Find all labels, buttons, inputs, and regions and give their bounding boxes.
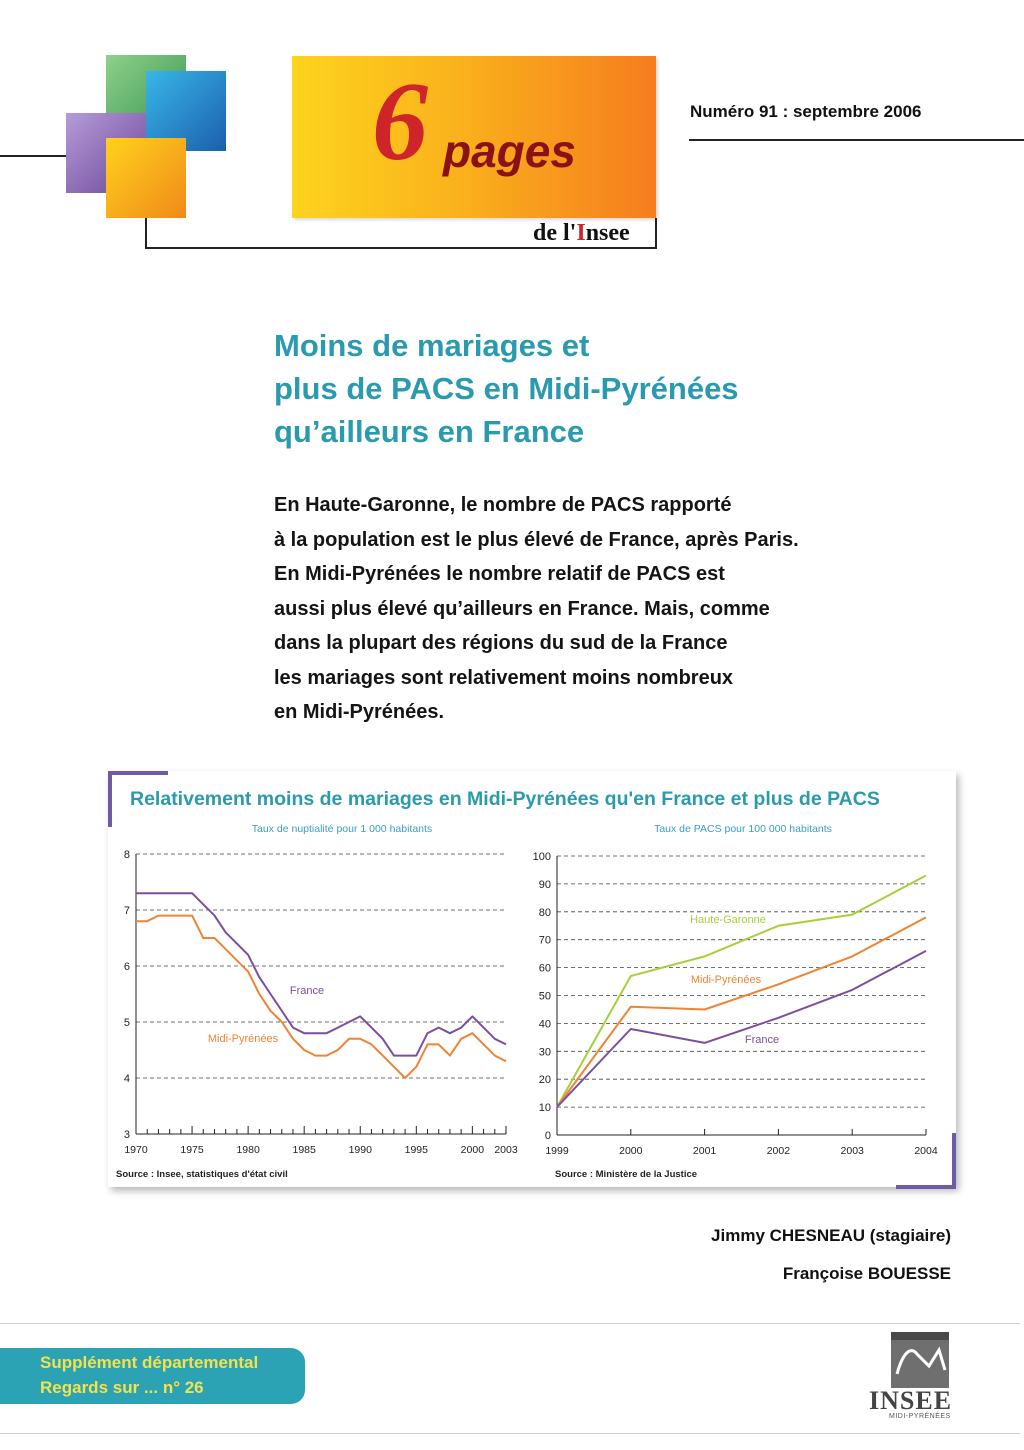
x-tick-label: 2000 <box>619 1145 643 1157</box>
issue-number: Numéro 91 : septembre 2006 <box>690 102 922 121</box>
y-tick-label: 8 <box>123 849 130 861</box>
insee-logo-sub: MIDI-PYRÉNÉES <box>889 1413 951 1420</box>
badge-line-1: Supplément départemental <box>40 1353 259 1372</box>
x-tick-label: 1985 <box>292 1144 316 1156</box>
chart-subtitle: Taux de PACS pour 100 000 habitants <box>654 823 832 835</box>
author-1: Jimmy CHESNEAU (stagiaire) <box>711 1226 951 1245</box>
insee-logo-icon <box>889 1330 951 1392</box>
series-line-france <box>136 893 506 1055</box>
y-tick-label: 0 <box>544 1130 551 1142</box>
y-tick-label: 5 <box>123 1017 130 1029</box>
y-tick-label: 6 <box>123 961 130 973</box>
x-tick-label: 1999 <box>545 1145 569 1157</box>
insee-logo-text: INSEE <box>869 1386 953 1415</box>
lead-line: les mariages sont relativement moins nombreux <box>274 666 734 689</box>
author-2: Françoise BOUESSE <box>782 1264 951 1283</box>
title-line: Moins de mariages et <box>274 328 590 363</box>
y-tick-label: 100 <box>532 851 551 863</box>
logo-word: pages <box>443 125 576 177</box>
x-tick-label: 2001 <box>692 1145 717 1157</box>
y-tick-label: 30 <box>538 1046 551 1059</box>
chart-source: Source : Insee, statistiques d'état civil <box>116 1169 288 1180</box>
chart-subtitle: Taux de nuptialité pour 1 000 habitants <box>251 823 433 835</box>
y-tick-label: 70 <box>538 934 551 947</box>
series-line-midi-pyr-n-es <box>557 917 926 1107</box>
badge-line-2: Regards sur ... n° 26 <box>40 1378 204 1397</box>
footer-rule <box>0 1323 1020 1324</box>
footer-rule-bottom <box>0 1433 1020 1434</box>
title-line: plus de PACS en Midi-Pyrénées <box>274 371 739 406</box>
y-tick-label: 10 <box>538 1102 551 1115</box>
title-line: qu’ailleurs en France <box>274 414 585 449</box>
x-tick-label: 1975 <box>180 1144 204 1156</box>
lead-line: à la population est le plus élevé de France, après Paris. <box>274 528 799 551</box>
y-tick-label: 7 <box>123 905 130 917</box>
series-label: France <box>289 985 325 997</box>
logo-number: 6 <box>372 60 424 184</box>
series-label: Midi-Pyrénées <box>207 1033 279 1045</box>
series-label: Haute-Garonne <box>690 914 766 926</box>
lead-line: En Haute-Garonne, le nombre de PACS rapporté <box>274 494 732 516</box>
y-tick-label: 20 <box>538 1074 551 1087</box>
y-tick-label: 80 <box>538 906 551 919</box>
lead-line: En Midi-Pyrénées le nombre relatif de PACS est <box>274 563 725 585</box>
x-tick-label: 1980 <box>236 1144 260 1156</box>
y-tick-label: 90 <box>538 878 551 891</box>
y-tick-label: 60 <box>538 962 551 975</box>
x-tick-label: 2003 <box>494 1144 518 1156</box>
x-tick-label: 1970 <box>124 1144 148 1156</box>
y-tick-label: 50 <box>538 990 551 1003</box>
figure-title: Relativement moins de mariages en Midi-Pyrénées qu'en France et plus de PACS <box>130 788 880 810</box>
lead-line: aussi plus élevé qu’ailleurs en France. Mais, comme <box>274 597 770 620</box>
supplement-badge <box>0 1348 305 1404</box>
x-tick-label: 1995 <box>404 1144 428 1156</box>
y-tick-label: 4 <box>123 1073 130 1085</box>
x-tick-label: 1990 <box>348 1144 372 1156</box>
chart-source: Source : Ministère de la Justice <box>555 1169 698 1180</box>
lead-line: en Midi-Pyrénées. <box>274 701 445 723</box>
y-tick-label: 3 <box>123 1129 130 1141</box>
x-tick-label: 2000 <box>460 1144 485 1156</box>
series-label: Midi-Pyrénées <box>690 974 762 986</box>
y-tick-label: 40 <box>538 1018 551 1031</box>
x-tick-label: 2003 <box>840 1145 864 1157</box>
lead-line: dans la plupart des régions du sud de la France <box>274 632 728 654</box>
series-line-haute-garonne <box>557 876 926 1108</box>
x-tick-label: 2004 <box>914 1145 938 1157</box>
series-label: France <box>744 1034 780 1046</box>
logo-subtitle: de l'Insee <box>533 220 630 246</box>
x-tick-label: 2002 <box>766 1145 791 1157</box>
